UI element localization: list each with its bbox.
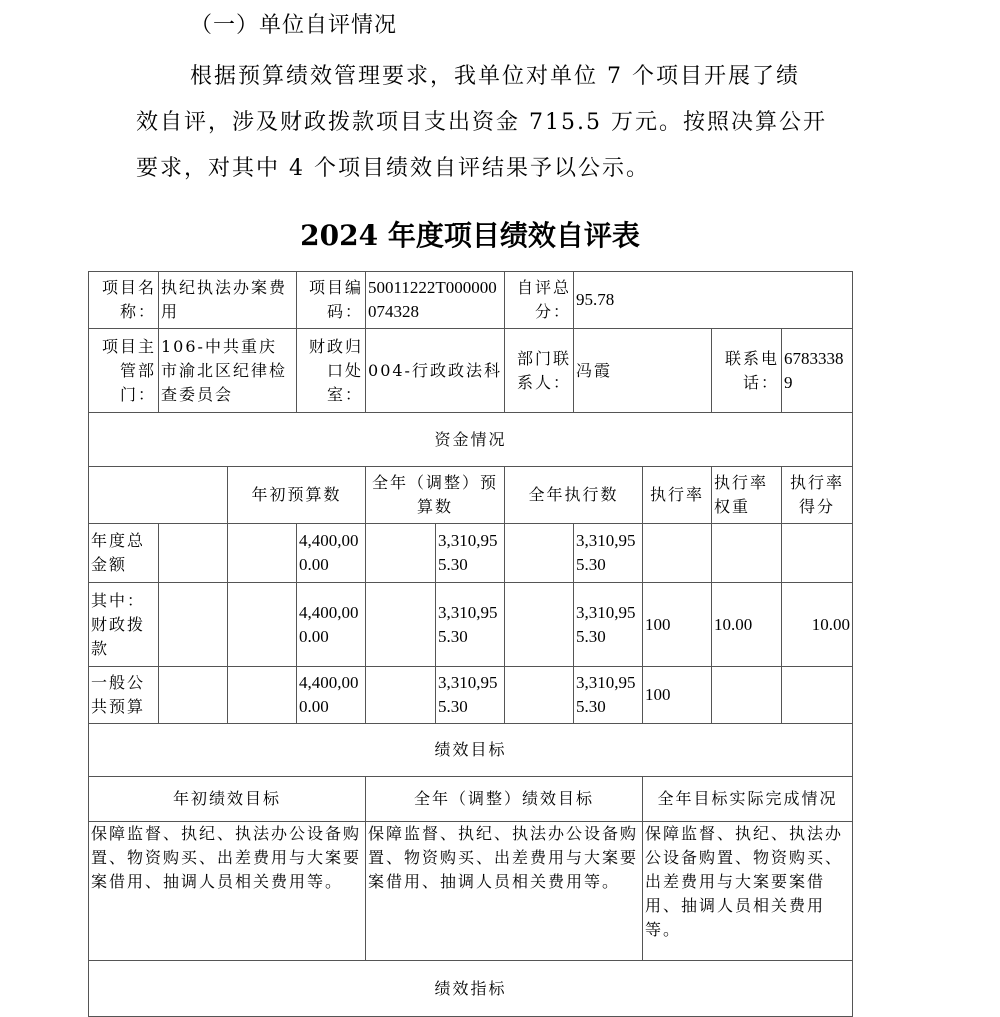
goals-values-row (89, 822, 853, 961)
funds-header-weight: 执行率权重 (712, 467, 782, 524)
funds-weight: 10.00 (712, 583, 782, 667)
empty-cell (366, 667, 436, 724)
funds-score: 10.00 (782, 583, 853, 667)
paragraph-line-1: 根据预算绩效管理要求，我单位对单位 7 个项目开展了绩 (190, 64, 800, 89)
funds-header-executed: 全年执行数 (505, 467, 643, 524)
funds-rate (643, 524, 712, 583)
phone: 67833389 (782, 329, 853, 413)
funds-row-label: 年度总金额 (89, 524, 159, 583)
funds-initial: 4,400,000.00 (297, 583, 366, 667)
project-name-label: 项目名称： (89, 272, 159, 329)
contact-person: 冯霞 (574, 329, 712, 413)
funds-row-label: 一般公共预算 (89, 667, 159, 724)
project-name: 执纪执法办案费用 (159, 272, 297, 329)
funds-weight (712, 667, 782, 724)
funds-initial: 4,400,000.00 (297, 667, 366, 724)
funds-executed: 3,310,955.30 (574, 524, 643, 583)
section-heading: （一）单位自评情况 (190, 13, 398, 38)
funds-header-row (89, 467, 853, 524)
funds-score (782, 524, 853, 583)
funds-score (782, 667, 853, 724)
self-eval-score: 95.78 (574, 272, 853, 329)
dept: 106-中共重庆市渝北区纪律检查委员会 (159, 329, 297, 413)
funds-adjusted: 3,310,955.30 (436, 583, 505, 667)
funds-initial: 4,400,000.00 (297, 524, 366, 583)
goal-adjusted: 保障监督、执纪、执法办公设备购置、物资购买、出差费用与大案要案借用、抽调人员相关费用等。 (366, 822, 643, 961)
funds-executed: 3,310,955.30 (574, 583, 643, 667)
funds-header-rate: 执行率 (643, 467, 712, 524)
phone-label: 联系电话： (712, 329, 782, 413)
funds-row-label: 其中：财政拨款 (89, 583, 159, 667)
empty-cell (366, 524, 436, 583)
funds-weight (712, 524, 782, 583)
empty-cell (159, 667, 228, 724)
funds-header-blank (89, 467, 228, 524)
contact-label: 部门联系人： (505, 329, 574, 413)
goals-header-adjusted: 全年（调整）绩效目标 (366, 777, 643, 822)
paragraph-line-2: 效自评，涉及财政拨款项目支出资金 715.5 万元。按照决算公开 (136, 110, 827, 135)
empty-cell (505, 583, 574, 667)
goals-section-row (89, 724, 853, 777)
funds-executed: 3,310,955.30 (574, 667, 643, 724)
funds-header-score: 执行率得分 (782, 467, 853, 524)
dept-label: 项目主管部门： (89, 329, 159, 413)
indicators-section-row (89, 961, 853, 1017)
empty-cell (228, 667, 297, 724)
funds-section-title: 资金情况 (89, 413, 853, 467)
funds-row (89, 583, 853, 667)
finance-office: 004-行政政法科 (366, 329, 505, 413)
goal-initial: 保障监督、执纪、执法办公设备购置、物资购买、出差费用与大案要案借用、抽调人员相关费用等。 (89, 822, 366, 961)
empty-cell (505, 524, 574, 583)
funds-row (89, 667, 853, 724)
info-row-2 (89, 329, 853, 413)
info-row-1 (89, 272, 853, 329)
indicators-section-title: 绩效指标 (89, 961, 853, 1017)
empty-cell (505, 667, 574, 724)
score-label: 自评总分： (505, 272, 574, 329)
empty-cell (366, 583, 436, 667)
goals-section-title: 绩效目标 (89, 724, 853, 777)
performance-table (88, 271, 853, 1017)
goals-header-row (89, 777, 853, 822)
finance-label: 财政归口处室： (297, 329, 366, 413)
funds-header-initial: 年初预算数 (228, 467, 366, 524)
funds-rate: 100 (643, 667, 712, 724)
empty-cell (159, 583, 228, 667)
table-title: 2024 年度项目绩效自评表 (300, 219, 640, 252)
goal-actual: 保障监督、执纪、执法办公设备购置、物资购买、出差费用与大案要案借用、抽调人员相关费用等。 (643, 822, 853, 961)
paragraph-line-3: 要求，对其中 4 个项目绩效自评结果予以公示。 (136, 156, 650, 181)
funds-section-row (89, 413, 853, 467)
goals-header-initial: 年初绩效目标 (89, 777, 366, 822)
funds-row (89, 524, 853, 583)
funds-adjusted: 3,310,955.30 (436, 667, 505, 724)
empty-cell (228, 583, 297, 667)
project-code: 50011222T000000074328 (366, 272, 505, 329)
funds-header-adjusted: 全年（调整）预算数 (366, 467, 505, 524)
funds-adjusted: 3,310,955.30 (436, 524, 505, 583)
project-code-label: 项目编码： (297, 272, 366, 329)
goals-header-actual: 全年目标实际完成情况 (643, 777, 853, 822)
empty-cell (159, 524, 228, 583)
funds-rate: 100 (643, 583, 712, 667)
empty-cell (228, 524, 297, 583)
